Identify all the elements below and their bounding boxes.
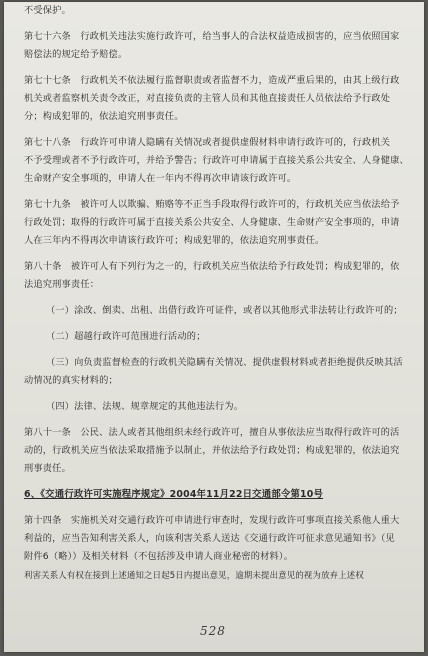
paragraph-gap — [24, 126, 416, 134]
document-page — [4, 2, 424, 652]
paragraph-gap — [24, 320, 416, 328]
page-number: 528 — [200, 624, 226, 638]
text-line: 分；构成犯罪的，依法追究刑事责任。 — [24, 111, 184, 122]
text-line: 第十四条 实施机关对交通行政许可申请进行审查时，发现行政许可事项直接关系他人重大 — [24, 515, 400, 526]
text-line: 第七十八条 行政许可申请人隐瞒有关情况或者提供虚假材料申请行政许可的，行政机关 — [24, 137, 391, 148]
text-line: 第八十条 被许可人有下列行为之一的，行政机关应当依法给予行政处罚；构成犯罪的，依 — [24, 261, 400, 272]
paragraph-gap — [24, 188, 416, 196]
text-line: 第七十九条 被许可人以欺骗、贿赂等不正当手段取得行政许可的，行政机关应当依法给予 — [24, 199, 400, 210]
paragraph-gap — [24, 64, 416, 72]
text-line: 第八十一条 公民、法人或者其他组织未经行政许可，擅自从事依法应当取得行政许可的活 — [24, 427, 400, 438]
paragraph-gap — [24, 20, 416, 28]
paragraph-gap — [24, 294, 416, 302]
paragraph-gap — [24, 504, 416, 512]
text-line: 第七十六条 行政机关违法实施行政许可，给当事人的合法权益造成损害的，应当依照国家 — [24, 31, 400, 42]
text-line: 机关或者监察机关责令改正，对直接负责的主管人员和其他直接责任人员依法给予行政处 — [24, 93, 391, 104]
text-line: 不予受理或者不予行政许可，并给予警告；行政许可申请属于直接关系公共安全、人身健康、 — [24, 155, 409, 166]
text-line: （三）向负责监督检查的行政机关隐瞒有关情况、提供虚假材料或者拒绝提供反映其活 — [46, 357, 403, 368]
text-line: 第七十七条 行政机关不依法履行监督职责或者监督不力，造成严重后果的，由其上级行政 — [24, 75, 400, 86]
text-line: 不受保护。 — [24, 5, 71, 16]
paragraph-gap — [24, 390, 416, 398]
text-line: 行政处罚；取得的行政许可属于直接关系公共安全、人身健康、生命财产安全事项的，申请 — [24, 217, 400, 228]
text-line: 利害关系人有权在接到上述通知之日起5日内提出意见，逾期未提出意见的视为放弃上述权 — [24, 570, 364, 580]
text-line: 6、《交通行政许可实施程序规定》2004年11月22日交通部令第10号 — [24, 489, 324, 500]
document-body — [24, 2, 416, 584]
paragraph-gap — [24, 346, 416, 354]
text-line: 动情况的真实材料的； — [24, 375, 118, 386]
paragraph-gap — [24, 250, 416, 258]
paragraph-gap — [24, 416, 416, 424]
text-line: 法追究刑事责任： — [24, 279, 100, 290]
text-line: 附件6（略））及相关材料（不包括涉及申请人商业秘密的材料）。 — [24, 551, 294, 562]
text-line: （二）超越行政许可范围进行活动的； — [46, 331, 206, 342]
text-line: 赔偿法的规定给予赔偿。 — [24, 49, 128, 60]
paragraph-gap — [24, 478, 416, 486]
text-line: 利益的，应当告知利害关系人，向该利害关系人送达《交通行政许可征求意见通知书》（见 — [24, 533, 395, 544]
text-line: 人在三年内不得再次申请该行政许可；构成犯罪的，依法追究刑事责任。 — [24, 235, 325, 246]
text-line: 动的，行政机关应当依法采取措施予以制止，并依法给予行政处罚；构成犯罪的，依法追究 — [24, 445, 400, 456]
text-line: （一）涂改、倒卖、出租、出借行政许可证件，或者以其他形式非法转让行政许可的； — [46, 305, 403, 316]
text-line: （四）法律、法规、规章规定的其他违法行为。 — [46, 401, 244, 412]
text-line: 生命财产安全事项的，申请人在一年内不得再次申请该行政许可。 — [24, 173, 297, 184]
text-line: 刑事责任。 — [24, 463, 71, 474]
